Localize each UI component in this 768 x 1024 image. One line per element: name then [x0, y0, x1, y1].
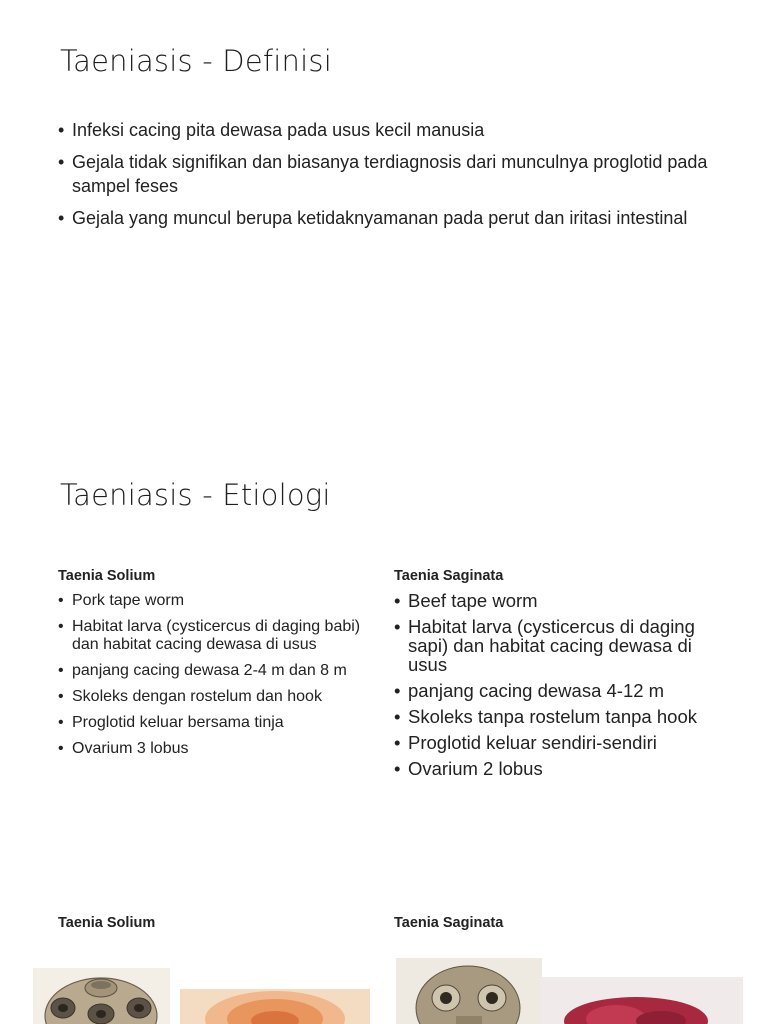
cysticercus-photo-saginata — [541, 977, 743, 1024]
bullet-item: • Habitat larva (cysticercus di daging babi) dan habitat cacing dewasa di usus — [58, 618, 368, 654]
bullet-item: • Beef tape worm — [394, 591, 724, 610]
cysticercus-photo-solium — [180, 989, 370, 1024]
column-heading: Taenia Saginata — [394, 915, 504, 931]
column-heading: Taenia Solium — [58, 915, 156, 931]
bullet-item: • Gejala tidak signifikan dan biasanya terdiagnosis dari munculnya proglotid pada sampel feses — [58, 150, 708, 198]
bullet-item: • Pork tape worm — [58, 592, 368, 610]
bullet-item: • Infeksi cacing pita dewasa pada usus kecil manusia — [58, 118, 708, 142]
bullet-item: • panjang cacing dewasa 4-12 m — [394, 681, 724, 700]
bullet-item: • Ovarium 3 lobus — [58, 740, 368, 758]
bullet-item: • Skoleks dengan rostelum dan hook — [58, 688, 368, 706]
bullet-item: • Skoleks tanpa rostelum tanpa hook — [394, 707, 724, 726]
bullet-item: • Habitat larva (cysticercus di daging sapi) dan habitat cacing dewasa di usus — [394, 617, 724, 674]
bullet-item: • Ovarium 2 lobus — [394, 759, 724, 778]
bullet-item: • panjang cacing dewasa 2-4 m dan 8 m — [58, 662, 368, 680]
column-heading: Taenia Solium — [58, 568, 156, 584]
column-heading: Taenia Saginata — [394, 568, 504, 584]
bullet-item: • Gejala yang muncul berupa ketidaknyamanan pada perut dan iritasi intestinal — [58, 206, 708, 230]
slide-title: Taeniasis - Etiologi — [60, 478, 331, 512]
scolex-illustration-saginata — [396, 958, 542, 1024]
bullet-item: • Proglotid keluar sendiri-sendiri — [394, 733, 724, 752]
bullet-item: • Proglotid keluar bersama tinja — [58, 714, 368, 732]
slide-title: Taeniasis - Definisi — [60, 44, 332, 78]
scolex-illustration-solium — [33, 968, 170, 1024]
